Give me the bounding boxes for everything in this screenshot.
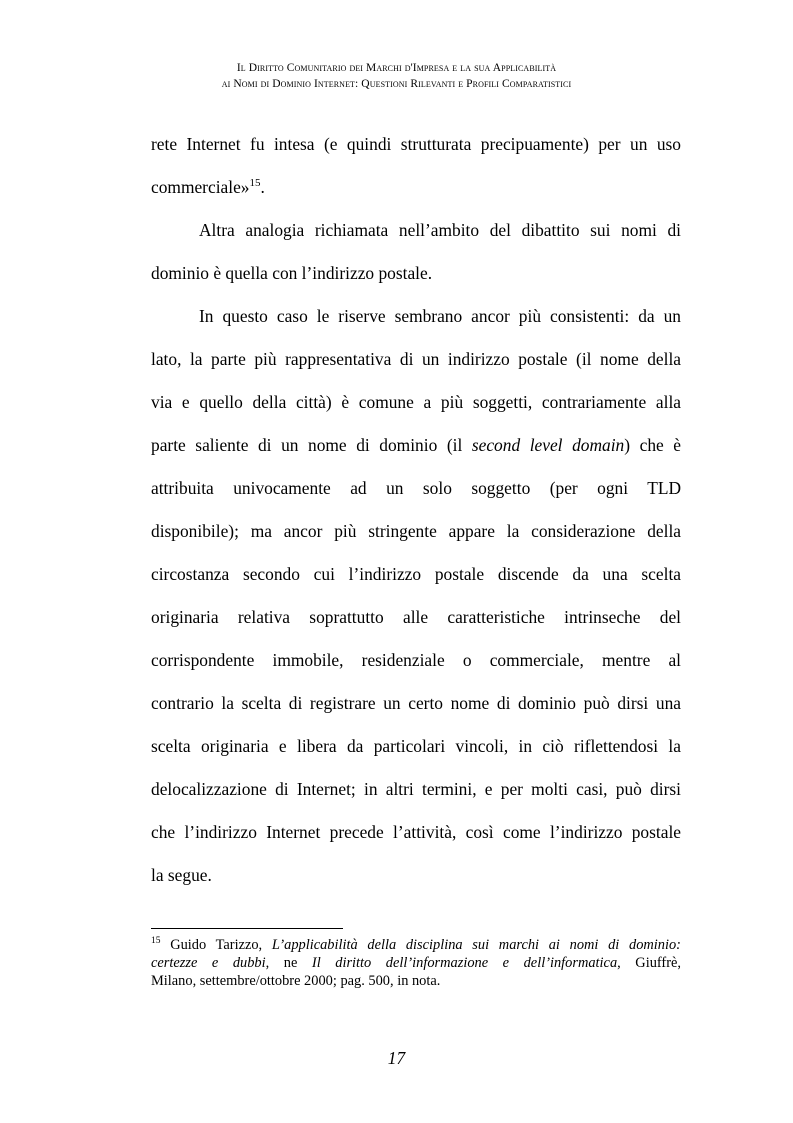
body-line: [151, 435, 681, 455]
body-line: attribuita univocamente ad un solo soggetto (per ogni TLD: [151, 478, 681, 498]
body-line: contrario la scelta di registrare un certo nome di dominio può dirsi una: [151, 693, 681, 713]
footnote-italic: L’applicabilità della disciplina sui marchi ai nomi di dominio:: [271, 937, 681, 953]
body-line: rete Internet fu intesa (e quindi strutturata precipuamente) per un uso: [151, 134, 681, 154]
page-number: 17: [387, 1048, 406, 1068]
running-header-line-2: ai Nomi di Dominio Internet: Questioni Rilevanti e Profili Comparatistici: [221, 78, 572, 90]
footnote-italic: certezze e dubbi: [151, 955, 266, 971]
italic-term: second level domain: [471, 435, 625, 455]
footnote-text: , Giuffrè,: [617, 955, 681, 971]
body-line: corrispondente immobile, residenziale o commerciale, mentre al: [151, 650, 681, 670]
body-text: commerciale»: [151, 177, 250, 197]
footnote-line: [151, 954, 681, 972]
footnote-text: Guido Tarizzo,: [170, 937, 263, 953]
body-line: dominio è quella con l’indirizzo postale.: [151, 263, 433, 283]
footnote-reference[interactable]: 15: [249, 177, 261, 190]
body-line: via e quello della città) è comune a più soggetti, contrariamente alla: [151, 392, 681, 412]
body-line: originaria relativa soprattutto alle caratteristiche intrinseche del: [151, 607, 681, 627]
footnote-text: , ne: [265, 955, 298, 971]
footnote-separator: [151, 928, 343, 929]
body-line: circostanza secondo cui l’indirizzo postale discende da una scelta: [151, 564, 681, 584]
footnote-italic: Il diritto dell’informazione e dell’informatica: [311, 955, 618, 971]
body-line: delocalizzazione di Internet; in altri termini, e per molti casi, può dirsi: [151, 779, 681, 799]
body-line: lato, la parte più rappresentativa di un indirizzo postale (il nome della: [151, 349, 681, 369]
running-header-line-1: Il Diritto Comunitario dei Marchi d'Impresa e la sua Applicabilità: [236, 62, 557, 74]
body-line: che l’indirizzo Internet precede l’attività, così come l’indirizzo postale: [151, 822, 681, 842]
body-text: parte saliente di un nome di dominio (il: [151, 435, 463, 455]
footnote-number: 15: [151, 936, 161, 947]
body-line: scelta originaria e libera da particolari vincoli, in ciò riflettendosi la: [151, 736, 681, 756]
body-line: [151, 177, 681, 197]
body-line: la segue.: [151, 865, 212, 885]
body-text: ) che è: [624, 435, 682, 455]
body-line: In questo caso le riserve sembrano ancor più consistenti: da un: [199, 306, 681, 326]
body-line: disponibile); ma ancor più stringente appare la considerazione della: [151, 521, 681, 541]
body-line: Altra analogia richiamata nell’ambito del dibattito sui nomi di: [199, 220, 681, 240]
footnote-line: Milano, settembre/ottobre 2000; pag. 500, in nota.: [151, 973, 441, 989]
footnote-line: [151, 936, 681, 954]
body-text: .: [260, 177, 265, 197]
